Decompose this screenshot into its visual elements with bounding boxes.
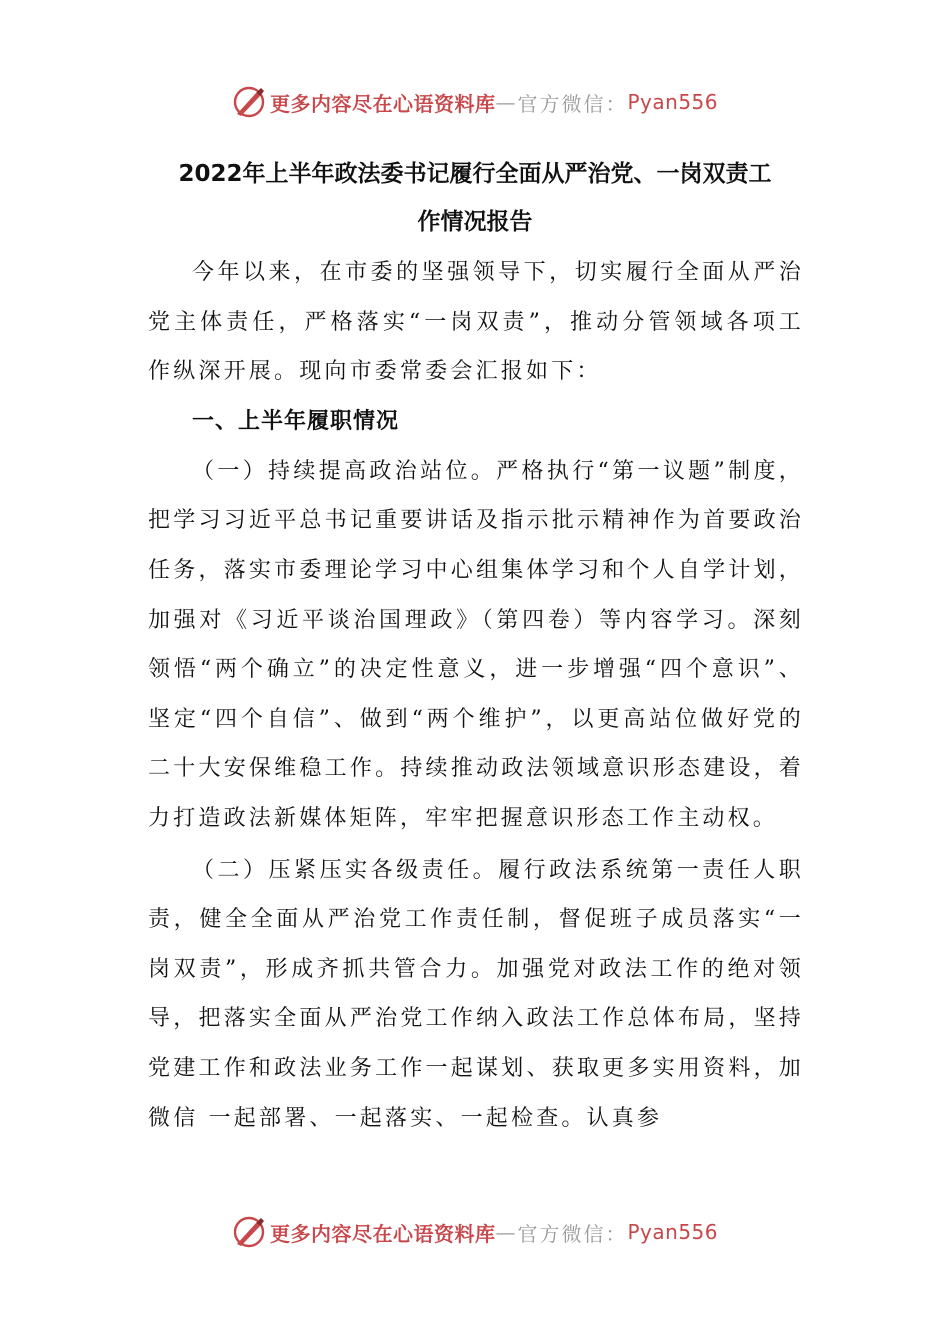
document-title-line2: 作情况报告 <box>417 209 533 235</box>
intro-paragraph: 今年以来，在市委的坚强领导下，切实履行全面从严治党主体责任，严格落实“一岗双责”，推动分管领域各项工作纵深开展。现向市委常委会汇报如下： <box>148 260 804 385</box>
section1-paragraph-1: （一）持续提高政治站位。严格执行“第一议题”制度，把学习习近平总书记重要讲话及指示批示精神作为首要政治任务，落实市委理论学习中心组集体学习和个人自学计划，加强对《习近平谈治国理政》（第四卷）等内容学习。深刻领悟“两个确立”的决定性意义，进一步增强“四个意识”、坚定“四个自信”、做到“两个维护”，以更高站位做好党的二十大安保维稳工作。持续推动政法领域意识形态建设，着力打造政法新媒体矩阵，牢牢把握意识形态工作主动权。 <box>148 458 804 831</box>
document-body <box>148 248 804 1143</box>
document-title-line1: 2022年上半年政法委书记履行全面从严治党、一岗双责工 <box>178 161 772 187</box>
watermark-dash: — <box>495 90 518 114</box>
watermark-brand-text: 更多内容尽在心语资料库 <box>269 91 496 116</box>
watermark-brand-text: 更多内容尽在心语资料库 <box>269 1221 496 1246</box>
watermark-official-text: 官方微信： <box>517 1221 628 1246</box>
section1-heading: 一、上半年履职情况 <box>192 408 400 434</box>
watermark-wechat-id: Pyan556 <box>627 1220 718 1244</box>
watermark-dash: — <box>495 1220 518 1244</box>
watermark-header <box>0 82 950 122</box>
pen-circle-logo-icon <box>232 1215 266 1249</box>
watermark-official-text: 官方微信： <box>517 91 628 116</box>
pen-circle-logo-icon <box>232 85 266 119</box>
watermark-wechat-id: Pyan556 <box>627 90 718 114</box>
section1-paragraph-2: （二）压紧压实各级责任。履行政法系统第一责任人职责，健全全面从严治党工作责任制，督促班子成员落实“一岗双责”，形成齐抓共管合力。加强党对政法工作的绝对领导，把落实全面从严治党工作纳入政法工作总体布局，坚持党建工作和政法业务工作一起谋划、获取更多实用资料，加微信 一起部署、一起落实、一起检查。认真参 <box>148 857 804 1131</box>
watermark-footer <box>0 1212 950 1252</box>
